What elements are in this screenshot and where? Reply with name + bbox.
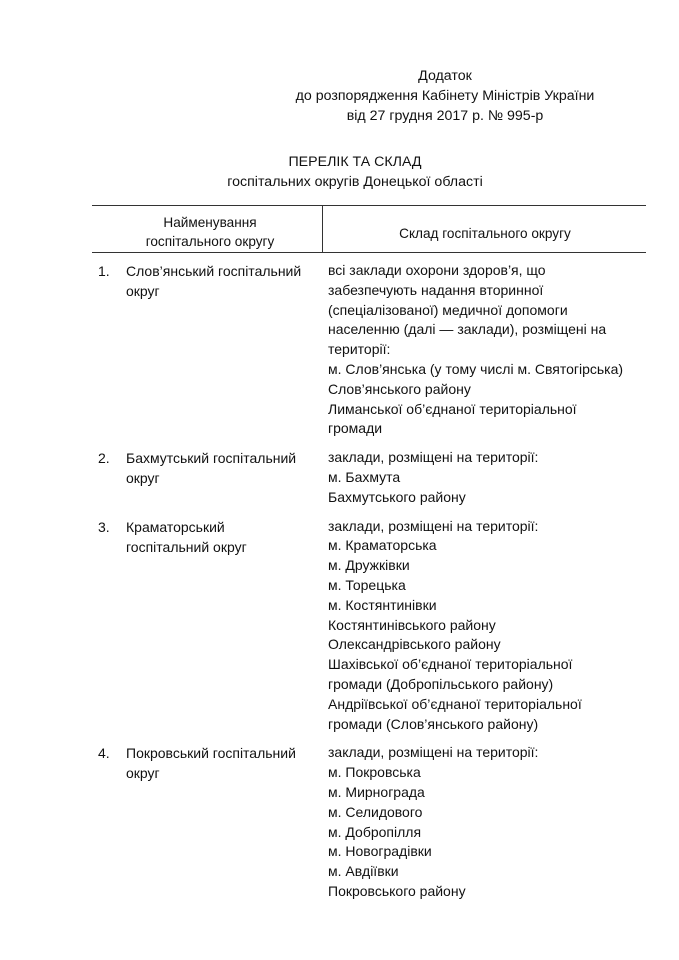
composition-line: Лиманської об’єднаної територіальної [328, 400, 577, 417]
header-composition-column: Склад госпітального округу [399, 226, 571, 241]
title-heading: ПЕРЕЛІК ТА СКЛАД [288, 154, 422, 170]
appendix-label: Додаток [418, 68, 472, 84]
table-header-rule [92, 252, 646, 253]
composition-line: м. Новоградівки [328, 843, 432, 860]
document-title [150, 152, 560, 192]
appendix-reference: до розпорядження Кабінету Міністрів України [295, 88, 595, 104]
district-name-line: округ [126, 765, 160, 782]
district-name-line: госпітальний округ [126, 538, 247, 555]
district-name [126, 448, 320, 488]
composition-line: м. Авдіївки [328, 863, 399, 880]
composition-line: заклади, розміщені на території: [328, 744, 539, 761]
composition-line: громади [328, 420, 383, 437]
table-row [0, 517, 679, 735]
header-name-line2: госпітального округу [145, 234, 275, 249]
composition-line: Слов’янського району [328, 380, 471, 397]
district-name-line: Слов’янський госпітальний [126, 263, 302, 279]
composition-line: Андріївської об’єднаної територіальної [328, 695, 582, 712]
composition-line: території: [328, 341, 391, 358]
composition-line: Покровського району [328, 882, 466, 899]
row-number: 3. [98, 518, 110, 535]
table-row [0, 448, 679, 507]
district-composition [328, 743, 643, 901]
composition-line: всі заклади охорони здоров’я, що [328, 262, 546, 278]
composition-line: м. Покровська [328, 764, 421, 781]
composition-line: м. Мирнограда [328, 783, 425, 800]
district-composition [328, 261, 643, 439]
composition-line: м. Добропілля [328, 823, 422, 840]
composition-line: м. Бахмута [328, 468, 401, 485]
table-top-rule [92, 205, 646, 206]
composition-line: м. Слов’янська (у тому числі м. Святогірська) [328, 360, 624, 377]
row-number: 4. [98, 745, 110, 762]
composition-line: забезпечують надання вторинної [328, 281, 544, 298]
composition-line: м. Торецька [328, 576, 406, 593]
table-row [0, 743, 679, 901]
district-name-line: Бахмутський госпітальний [126, 450, 297, 467]
table-header-divider [322, 205, 323, 253]
table-row [0, 261, 679, 439]
district-name [126, 517, 320, 557]
composition-line: громади (Добропільського району) [328, 675, 554, 692]
district-name-line: Покровський госпітальний [126, 745, 296, 762]
composition-line: заклади, розміщені на території: [328, 449, 539, 466]
composition-line: Олександрівського району [328, 636, 501, 653]
composition-line: м. Краматорська [328, 537, 437, 554]
composition-line: заклади, розміщені на території: [328, 517, 539, 534]
composition-line: Костянтинівського району [328, 616, 496, 633]
composition-line: Шахівської об’єднаної територіальної [328, 656, 573, 673]
row-number: 2. [98, 450, 110, 467]
district-composition [328, 517, 643, 735]
composition-line: громади (Слов’янського району) [328, 715, 539, 732]
header-name-line1: Найменування [163, 215, 257, 230]
composition-line: (спеціалізованої) медичної допомоги [328, 301, 568, 318]
composition-line: Бахмутського району [328, 488, 466, 505]
composition-line: населенню (далі — заклади), розміщені на [328, 321, 607, 338]
header-name-column [110, 213, 310, 251]
district-name [126, 743, 320, 783]
district-name-line: Краматорський [126, 518, 225, 535]
appendix-date: від 27 грудня 2017 р. № 995-р [346, 108, 544, 124]
district-name [126, 261, 320, 301]
composition-line: м. Костянтинівки [328, 596, 437, 613]
title-subheading: госпітальних округів Донецької області [227, 174, 483, 190]
composition-line: м. Селидового [328, 803, 423, 820]
composition-line: м. Дружківки [328, 557, 410, 574]
table-body [0, 261, 679, 911]
district-name-line: округ [126, 283, 160, 299]
row-number: 1. [98, 263, 110, 279]
appendix-block [270, 66, 620, 126]
district-name-line: округ [126, 470, 160, 487]
district-composition [328, 448, 643, 507]
